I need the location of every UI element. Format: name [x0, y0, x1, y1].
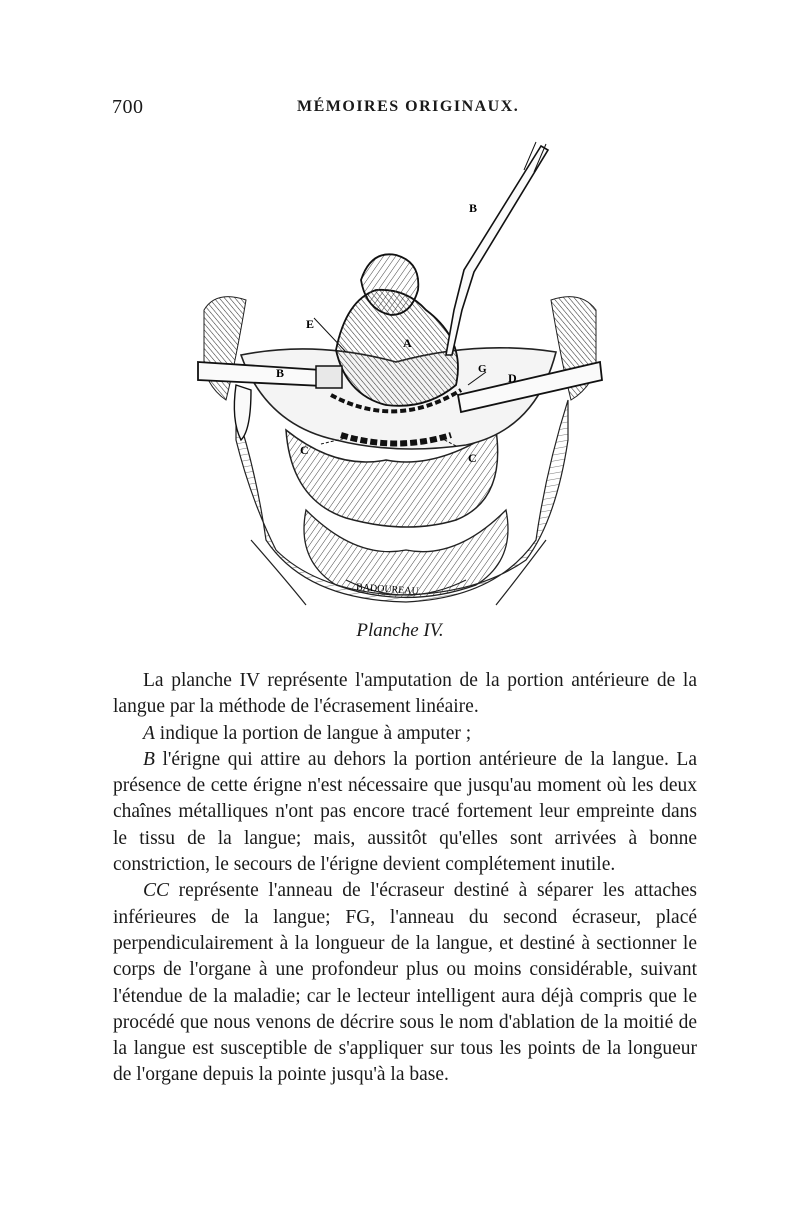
label-c-right: C: [468, 451, 477, 465]
left-cheek: [204, 297, 246, 400]
label-a: A: [403, 336, 412, 350]
label-top-b: B: [469, 201, 478, 215]
paragraph-cc: [113, 878, 697, 1088]
label-left-b: B: [276, 366, 285, 380]
paragraph-text: La planche IV représente l'amputation de la portion antérieure de la langue par la méthode de l'écrasement linéaire.: [113, 670, 697, 718]
paragraph-text: indique la portion de langue à amputer ;: [154, 722, 472, 744]
running-title: MÉMOIRES ORIGINAUX.: [297, 98, 520, 115]
label-c-left: C: [300, 443, 309, 457]
paragraph-intro: [113, 668, 697, 721]
body-text: [113, 668, 697, 1089]
paragraph-lead: A: [143, 722, 155, 744]
paragraph-text: représente l'anneau de l'écraseur destiné à séparer les attaches inférieures de la langue; FG, l'anneau du second écraseur, placé perpendiculairement à la longueur de la langue, et destiné à sectionner le corps de l'organe à une profondeur plus ou moins considérable, suivant l'étendue de la maladie; car le lecteur intelligent aura déjà compris que le procédé que nous venons de décrire sous le nom d'ablation de la moitié de la langue est susceptible de s'appliquer sur tous les points de la longueur de l'organe depuis la pointe jusqu'à la base.: [113, 880, 697, 1086]
paragraph-text: l'érigne qui attire au dehors la portion antérieure de la langue. La présence de cette érigne n'est nécessaire que jusqu'au moment où les deux chaînes métalliques n'ont pas encore tracé fortement leur empreinte dans le tissu de la langue; mais, aussitôt qu'elles sont arrivées à bonne constriction, le secours de l'érigne devient complétement inutile.: [113, 748, 697, 876]
figure-caption: Planche IV.: [356, 620, 444, 641]
paragraph-lead: CC: [143, 880, 170, 902]
label-left-e: E: [306, 317, 315, 331]
label-d: D: [508, 371, 517, 385]
hook-instrument: [446, 146, 548, 355]
paragraph-a: [113, 721, 697, 747]
paragraph-b: [113, 747, 697, 878]
engraving-illustration: [196, 140, 604, 610]
label-g: G: [478, 363, 487, 375]
engraver-signature: BADOUREAU.: [355, 581, 422, 598]
paragraph-lead: B: [143, 748, 155, 770]
page-number: 700: [112, 96, 144, 118]
left-retractor-clamp: [316, 366, 342, 388]
running-head: [112, 96, 688, 126]
surgical-engraving: [196, 140, 604, 610]
